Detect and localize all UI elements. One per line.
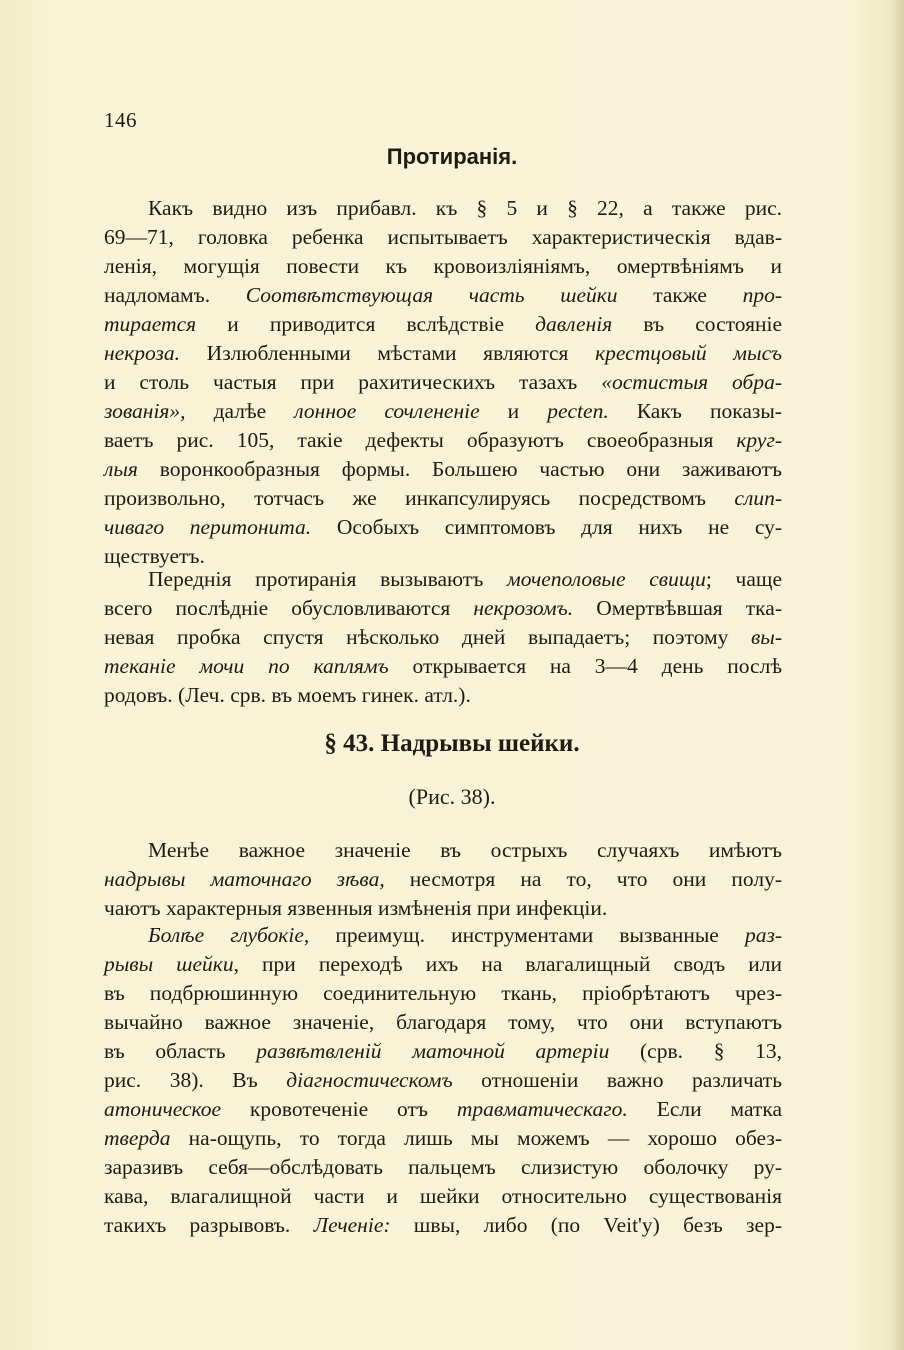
text-line: надломамъ. Соотвѣтствующая часть шейки также про-: [104, 283, 782, 307]
text-line: рис. 38). Въ діагностическомъ отношеніи важно различать: [104, 1068, 783, 1092]
text-line: ленія, могущія повести къ кровоизліяніямъ, омертвѣніямъ и: [104, 254, 782, 278]
figure-reference: (Рис. 38).: [408, 784, 496, 809]
text-line: тверда на-ощупь, то тогда лишь мы можемъ — хорошо обез-: [104, 1126, 782, 1150]
text-line: лыя воронкообразныя формы. Большею частью они заживаютъ: [104, 457, 782, 481]
text-line: вычайно важное значеніе, благодаря тому, что они вступаютъ: [104, 1010, 782, 1034]
text-line: ваетъ рис. 105, такіе дефекты образуютъ своеобразныя круг-: [104, 428, 782, 452]
text-line: такихъ разрывовъ. Леченіе: швы, либо (по Veit'у) безъ зер-: [104, 1213, 782, 1237]
text-line: въ область развѣтвленій маточной артеріи (срв. § 13,: [104, 1039, 783, 1063]
text-line: Какъ видно изъ прибавл. къ § 5 и § 22, а также рис.: [148, 196, 782, 220]
section-title: § 43. Надрывы шейки.: [324, 730, 580, 757]
text-line: надрывы маточнаго зѣва, несмотря на то, что они полу-: [104, 867, 782, 891]
text-line: чиваго перитонита. Особыхъ симптомовъ для нихъ не су-: [104, 515, 782, 539]
text-line: Менѣе важное значеніе въ острыхъ случаяхъ имѣютъ: [148, 838, 782, 862]
text-line: произвольно, тотчасъ же инкапсулируясь посредствомъ слип-: [104, 486, 782, 510]
text-line: родовъ. (Леч. срв. въ моемъ гинек. атл.).: [104, 683, 471, 707]
page-number: 146: [104, 108, 137, 132]
text-line: заразивъ себя—обслѣдовать пальцемъ слизистую оболочку ру-: [104, 1155, 782, 1179]
text-line: теканіе мочи по каплямъ открывается на 3—4 день послѣ: [104, 654, 783, 678]
text-line: всего послѣдніе обусловливаются некрозомъ. Омертвѣвшая тка-: [104, 596, 782, 620]
text-line: рывы шейки, при переходѣ ихъ на влагалищный сводъ или: [104, 952, 782, 976]
text-line: тирается и приводится вслѣдствіе давленія въ состояніе: [104, 312, 782, 336]
text-line: зованія», далѣе лонное сочлененіе и pecten. Какъ показы-: [104, 399, 782, 423]
text-line: атоническое кровотеченіе отъ травматическаго. Если матка: [104, 1097, 782, 1121]
paragraph-1: [104, 194, 782, 571]
text-line: кава, влагалищной части и шейки относительно существованія: [104, 1184, 782, 1208]
text-line: и столь частыя при рахитическихъ тазахъ «остистыя обра-: [104, 370, 782, 394]
paragraph-3: [104, 836, 782, 923]
text-line: ществуетъ.: [104, 544, 205, 568]
paragraph-2: [104, 565, 782, 710]
section-heading: Протиранія.: [386, 144, 518, 169]
text-line: Болѣе глубокіе, преимущ. инструментами вызванные раз-: [148, 923, 783, 947]
text-line: въ подбрюшинную соединительную ткань, пріобрѣтаютъ чрез-: [104, 981, 782, 1005]
text-line: чаютъ характерныя язвенныя измѣненія при инфекціи.: [104, 896, 608, 920]
text-line: Переднія протиранія вызываютъ мочеполовые свищи; чаще: [148, 567, 782, 591]
page-edge-shadow: [890, 0, 904, 1350]
text-line: невая пробка спустя нѣсколько дней выпадаетъ; поэтому вы-: [104, 625, 782, 649]
paragraph-4: [104, 921, 782, 1240]
text-line: некроза. Излюбленными мѣстами являются крестцовый мысъ: [104, 341, 782, 365]
text-line: 69—71, головка ребенка испытываетъ характеристическія вдав-: [104, 225, 782, 249]
